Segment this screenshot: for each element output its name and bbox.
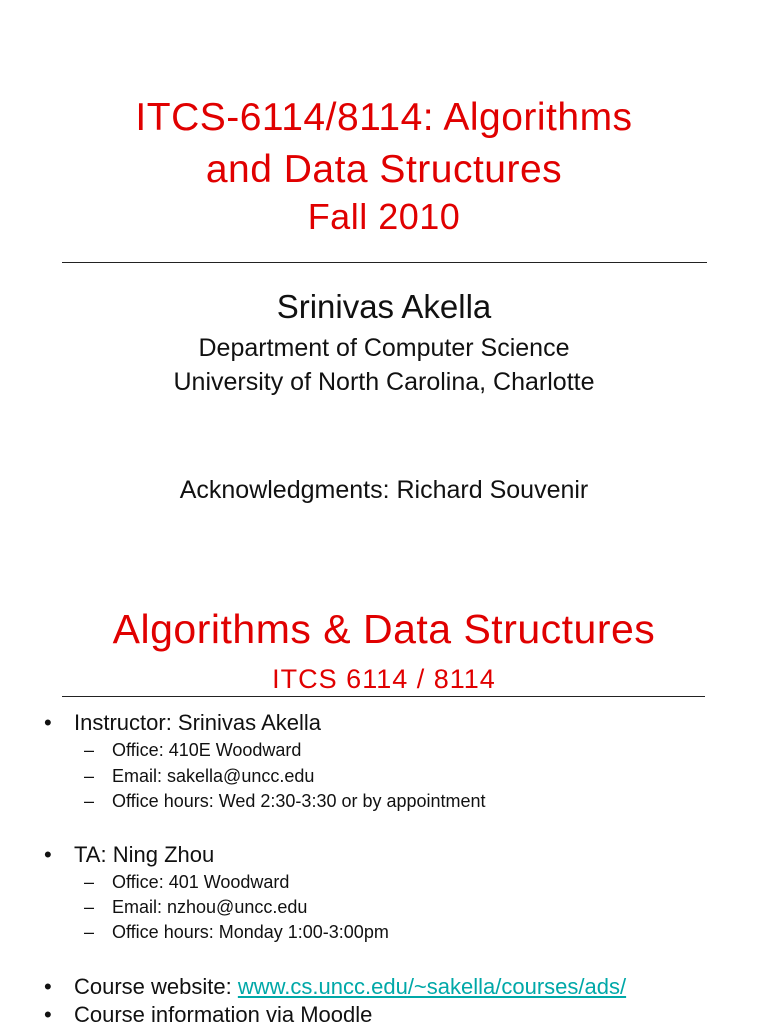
dash-icon: – <box>84 766 95 786</box>
sub-item-instructor-hours <box>84 791 486 812</box>
moodle-info: Course information via Moodle <box>74 1002 373 1027</box>
acknowledgments: Acknowledgments: Richard Souvenir <box>179 476 589 504</box>
sub-item-ta-hours <box>84 922 389 943</box>
department: Department of Computer Science <box>198 334 570 362</box>
dash-icon: – <box>84 897 95 917</box>
instructor-name: Srinivas Akella <box>276 288 492 325</box>
dash-icon: – <box>84 740 95 760</box>
sub-item-ta-email <box>84 897 307 918</box>
sub-item-instructor-office <box>84 740 301 761</box>
dash-icon: – <box>84 872 95 892</box>
list-item-moodle <box>44 1002 372 1028</box>
university: University of North Carolina, Charlotte <box>173 368 595 396</box>
slide-subtitle: ITCS 6114 / 8114 <box>272 664 496 694</box>
dash-icon: – <box>84 791 95 811</box>
bullet-icon: • <box>44 710 52 735</box>
bullet-icon: • <box>44 1002 52 1027</box>
course-info-slide <box>0 592 768 1027</box>
instructor-office: Office: 410E Woodward <box>112 740 302 760</box>
ta-email: Email: nzhou@uncc.edu <box>112 897 308 917</box>
instructor-label: Instructor: Srinivas Akella <box>74 710 321 735</box>
dash-icon: – <box>84 922 95 942</box>
ta-label: TA: Ning Zhou <box>74 842 215 867</box>
bullet-icon: • <box>44 974 52 999</box>
course-website-link[interactable]: www.cs.uncc.edu/~sakella/courses/ads/ <box>237 974 627 999</box>
instructor-email: Email: sakella@uncc.edu <box>112 766 315 786</box>
ta-hours: Office hours: Monday 1:00-3:00pm <box>112 922 389 942</box>
title-divider <box>62 262 707 263</box>
instructor-hours: Office hours: Wed 2:30-3:30 or by appointment <box>112 791 486 811</box>
list-item-ta <box>44 842 214 868</box>
sub-item-instructor-email <box>84 766 314 787</box>
website-label: Course website: <box>74 974 238 999</box>
slide-title: Algorithms & Data Structures <box>112 606 656 652</box>
ta-office: Office: 401 Woodward <box>112 872 290 892</box>
course-term: Fall 2010 <box>307 196 461 237</box>
list-item-website <box>44 974 626 1000</box>
course-title-line-1: ITCS-6114/8114: Algorithms <box>135 96 633 139</box>
bullet-icon: • <box>44 842 52 867</box>
course-title-line-2: and Data Structures <box>205 148 563 191</box>
list-item-instructor <box>44 710 321 736</box>
sub-item-ta-office <box>84 872 289 893</box>
course-info-list <box>0 592 768 1027</box>
